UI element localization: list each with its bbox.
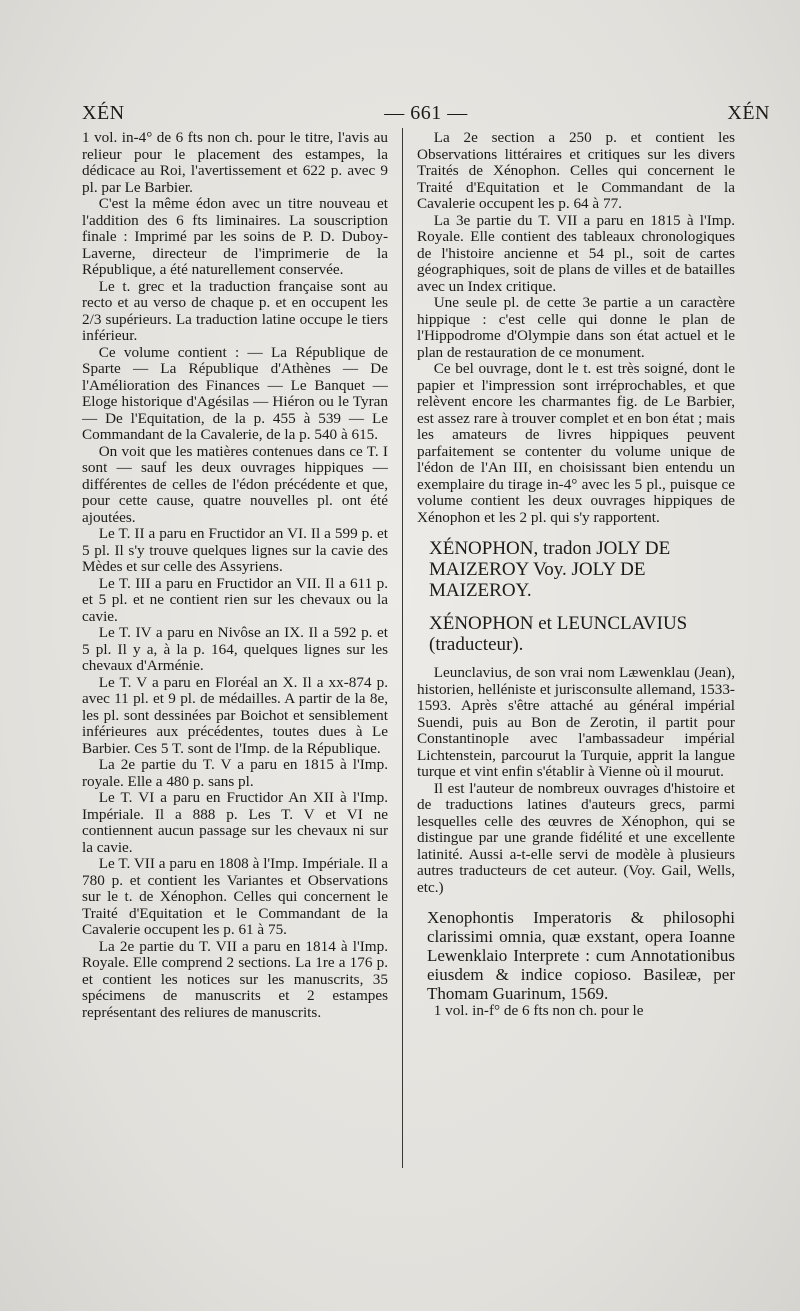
- paragraph: Le T. VI a paru en Fructidor An XII à l'Imp. Impériale. Il a 888 p. Les T. V et VI ne contiennent aucun passage sur les chevaux ni sur la cavie.: [82, 789, 388, 856]
- paragraph: Le T. V a paru en Floréal an X. Il a xx-874 p. avec 11 pl. et 9 pl. de médailles. A partir de la 8e, les pl. sont dessinées par Boichot et sensiblement inférieures aux précédentes, toutes dues à Le Barbier. Ces 5 T. sont de l'Imp. de la République.: [82, 673, 388, 757]
- paragraph: La 2e partie du T. VII a paru en 1814 à l'Imp. Royale. Elle comprend 2 sections. La 1re a 176 p. et contient les notices sur les manuscrits, 35 spécimens de manuscrits et 2 estampes représentant des reliures de manuscrits.: [82, 937, 388, 1021]
- running-header: [82, 102, 770, 132]
- right-column: [417, 130, 735, 1020]
- paragraph: Ce bel ouvrage, dont le t. est très soigné, dont le papier et l'impression sont irréprochables, et que relèvent encore les charmantes fig. de Le Barbier, est assez rare à trouver complet et en bon état ; mais les amateurs de livres hippiques peuvent parfaitement se contenter du volume unique de l'édon de l'An III, en choisissant bien entendu un exemplaire du tirage in-4° avec les 5 pl., puisque ce volume contient les deux ouvrages hippiques de Xénophon et les 2 pl. qui s'y rapportent.: [417, 360, 735, 526]
- latin-book-title: Xenophontis Imperatoris & philosophi clarissimi omnia, quæ exstant, opera Ioanne Lewenklaio Interprete : cum Annotationibus eiusdem & indice copioso. Basileæ, per Thomam Guarinum, 1569.: [427, 908, 735, 1003]
- paragraph: Le T. IV a paru en Nivôse an IX. Il a 592 p. et 5 pl. Il y a, à la p. 164, quelques lignes sur les chevaux d'Arménie.: [82, 624, 388, 674]
- paragraph: 1 vol. in-4° de 6 fts non ch. pour le titre, l'avis au relieur pour le placement des estampes, la dédicace au Roi, l'avertissement et 622 p. avec 9 pl. par Le Barbier.: [82, 129, 388, 196]
- header-right-word: XÉN: [727, 102, 770, 124]
- paragraph: 1 vol. in-f° de 6 fts non ch. pour le: [433, 1002, 644, 1019]
- column-divider: [402, 128, 403, 1168]
- page-number: — 661 —: [384, 102, 468, 124]
- paragraph: Il est l'auteur de nombreux ouvrages d'histoire et de traductions latines d'auteurs grecs, parmi lesquelles celle des œuvres de Xénophon, qui se distingue par une grande fidélité et une excellente latinité. Aussi a-t-elle servi de modèle à plusieurs autres traducteurs de cet auteur. (Voy. Gail, Wells, etc.): [417, 779, 735, 896]
- paragraph: Leunclavius, de son vrai nom Læwenklau (Jean), historien, helléniste et jurisconsulte allemand, 1533-1593. Après s'être attaché au général impérial Suendi, puis au Bon de Zerotin, il partit pour Constantinople avec l'ambassadeur impérial Lichtenstein, parcourut la Turquie, apprit la langue turque et vint enfin s'établir à Vienne où il mourut.: [417, 664, 735, 780]
- paragraph: C'est la même édon avec un titre nouveau et l'addition des 6 fts liminaires. La souscription finale : Imprimé par les soins de P. D. Duboy-Laverne, directeur de l'imprimerie de la République, a été naturellement conservée.: [82, 195, 388, 278]
- paragraph: Une seule pl. de cette 3e partie a un caractère hippique : c'est celle qui donne le plan de l'Hippodrome d'Olympie dans son état actuel et le plan de restauration de ce monument.: [417, 294, 735, 361]
- paragraph: Le T. VII a paru en 1808 à l'Imp. Impériale. Il a 780 p. et contient les Variantes et Observations sur le t. de Xénophon. Celles qui concernent le Traité d'Equitation et le Commandant de la Cavalerie occupent les p. 61 à 75.: [82, 855, 388, 938]
- paragraph: La 2e section a 250 p. et contient les Observations littéraires et critiques sur les divers Traités de Xénophon. Celles qui concernent le Traité d'Equitation et le Commandant de la Cavalerie occupent les p. 64 à 77.: [417, 129, 735, 212]
- paragraph: Le T. III a paru en Fructidor an VII. Il a 611 p. et 5 pl. et ne contient rien sur les chevaux ou la cavie.: [82, 574, 388, 625]
- paragraph: La 2e partie du T. V a paru en 1815 à l'Imp. royale. Elle a 480 p. sans pl.: [82, 756, 388, 790]
- paragraph: La 3e partie du T. VII a paru en 1815 à l'Imp. Royale. Elle contient des tableaux chronologiques de l'histoire ancienne et 54 pl., soit de cartes géographiques, soit de plans de villes et de batailles avec un Index critique.: [417, 211, 735, 295]
- entry-heading: XÉNOPHON et LEUNCLAVIUS (traducteur).: [429, 613, 688, 655]
- paragraph: On voit que les matières contenues dans ce T. I sont — sauf les deux ouvrages hippiques — différentes de celles de l'édon précédente et que, pour cette cause, quatre nouvelles pl. ont été ajoutées.: [82, 442, 388, 526]
- entry-heading: XÉNOPHON, tradon JOLY DE MAIZEROY Voy. JOLY DE MAIZEROY.: [429, 538, 671, 601]
- paragraph: Le T. II a paru en Fructidor an VI. Il a 599 p. et 5 pl. Il s'y trouve quelques lignes sur la cavie des Mèdes et sur celle des Assyriens.: [82, 525, 388, 575]
- left-column: [82, 130, 388, 1021]
- header-left-word: XÉN: [82, 102, 125, 124]
- paragraph: Le t. grec et la traduction française sont au recto et au verso de chaque p. et en occupent les 2/3 supérieurs. La traduction latine occupe le tiers inférieur.: [82, 277, 388, 344]
- paragraph: Ce volume contient : — La République de Sparte — La République d'Athènes — De l'Amélioration des Finances — Le Banquet — Eloge historique d'Agésilas — Hiéron ou le Tyran — De l'Equitation, de la p. 455 à 539 — Le Commandant de la Cavalerie, de la p. 540 à 615.: [82, 343, 388, 443]
